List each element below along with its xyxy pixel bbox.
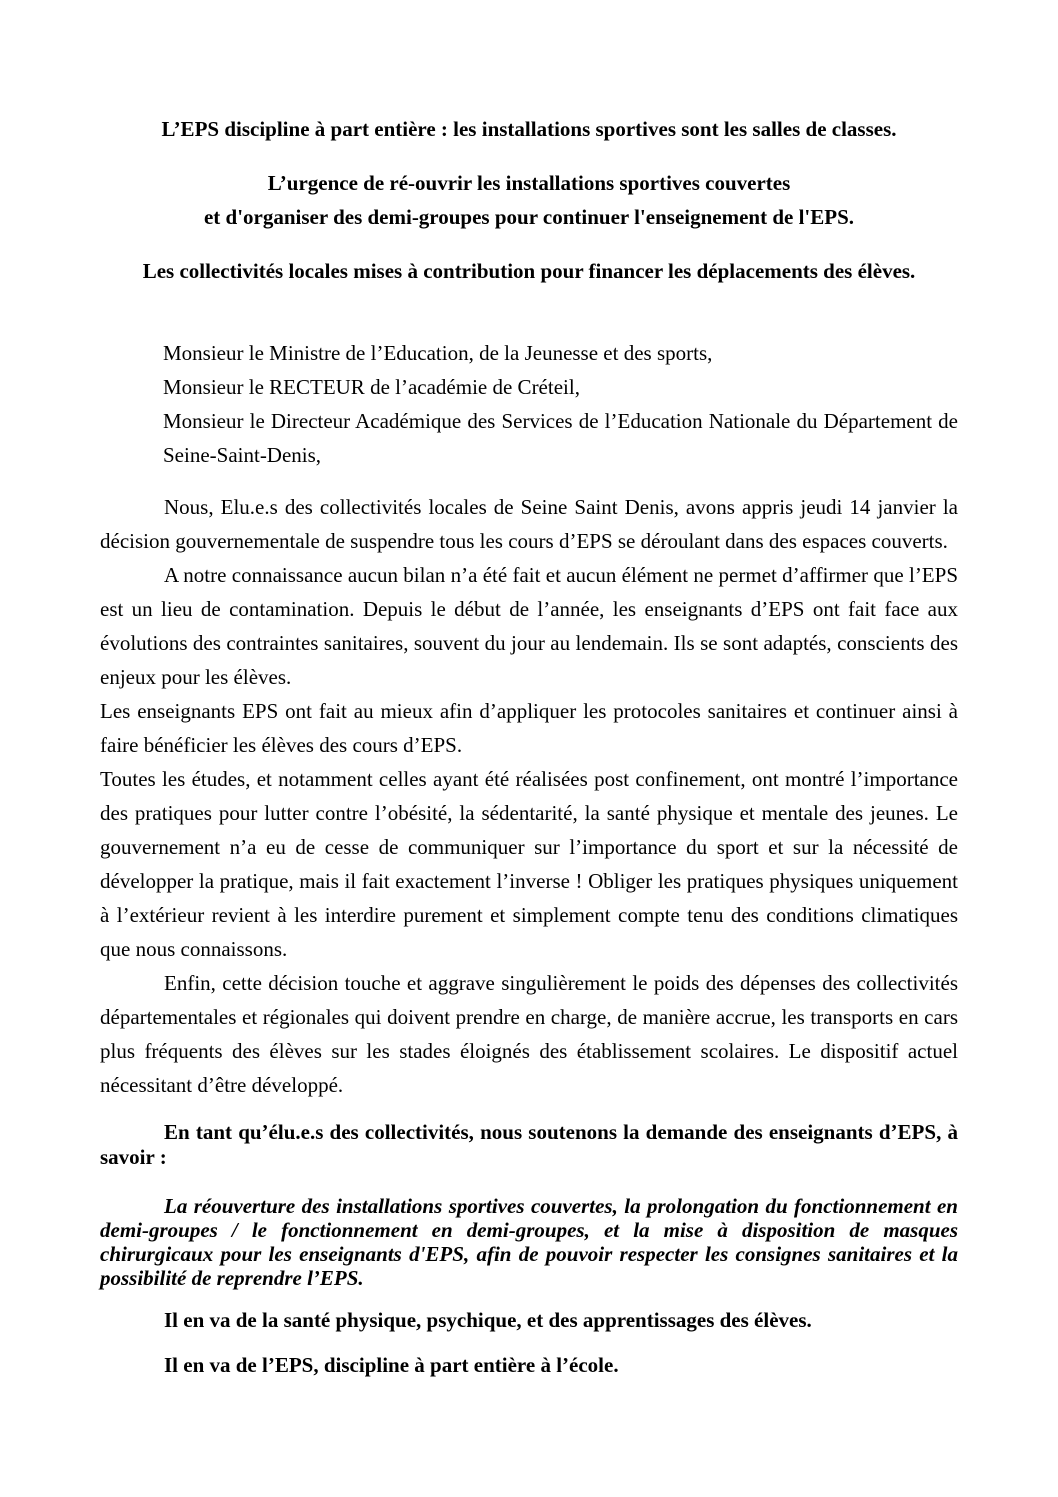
body-paragraph-bilan: A notre connaissance aucun bilan n’a été fait et aucun élément ne permet d’affirmer que l’EPS est un lieu de contamination. Depuis le début de l’année, les enseignants d’EPS ont fait face aux évolutions des contraintes sanitaires, souvent du jour au lendemain. Ils se sont adaptés, conscients des enjeux pour les élèves.	[100, 563, 958, 689]
recipient-line-rector: Monsieur le RECTEUR de l’académie de Créteil,	[163, 375, 580, 399]
body-paragraph-etudes: Toutes les études, et notamment celles ayant été réalisées post confinement, ont montré l’importance des pratiques pour lutter contre l’obésité, la sédentarité, la santé physique et mentale des jeunes. Le gouvernement n’a eu de cesse de communiquer sur l’importance du sport et sur la nécessité de développer la pratique, mais il fait exactement l’inverse ! Obliger les pratiques physiques uniquement à l’extérieur revient à les interdire purement et simplement compte tenu des conditions climatiques que nous connaissons.	[100, 767, 958, 961]
title-line-3: et d'organiser des demi-groupes pour continuer l'enseignement de l'EPS.	[203, 205, 855, 229]
title-line-4: Les collectivités locales mises à contribution pour financer les déplacements des élèves.	[142, 259, 916, 283]
demand-detail: La réouverture des installations sportives couvertes, la prolongation du fonctionnement en demi-groupes / le fonctionnement en demi-groupes, et la mise à disposition de masques chirurgicaux pour les enseignants d'EPS, afin de pouvoir respecter les consignes sanitaires et la possibilité de reprendre l’EPS.	[100, 1194, 958, 1290]
letter-body	[100, 490, 958, 1102]
body-paragraph-depenses: Enfin, cette décision touche et aggrave singulièrement le poids des dépenses des collectivités départementales et régionales qui doivent prendre en charge, de manière accrue, les transports en cars plus fréquents des élèves sur les stades éloignés des établissement scolaires. Le dispositif actuel nécessitant d’être développé.	[100, 971, 958, 1097]
title-line-1: L’EPS discipline à part entière : les installations sportives sont les salles de classes.	[161, 117, 897, 141]
recipients-block	[163, 336, 958, 472]
body-paragraph-decision: Nous, Elu.e.s des collectivités locales de Seine Saint Denis, avons appris jeudi 14 janvier la décision gouvernementale de suspendre tous les cours d’EPS se déroulant dans des espaces couverts.	[100, 495, 958, 553]
body-paragraph-protocoles: Les enseignants EPS ont fait au mieux afin d’appliquer les protocoles sanitaires et continuer ainsi à faire bénéficier les élèves des cours d’EPS.	[100, 699, 958, 757]
closing-line-1: Il en va de la santé physique, psychique, et des apprentissages des élèves.	[164, 1308, 812, 1332]
demand-intro: En tant qu’élu.e.s des collectivités, nous soutenons la demande des enseignants d’EPS, à savoir :	[100, 1120, 958, 1169]
recipient-line-minister: Monsieur le Ministre de l’Education, de la Jeunesse et des sports,	[163, 341, 713, 365]
recipient-line-director: Monsieur le Directeur Académique des Services de l’Education Nationale du Département de Seine-Saint-Denis,	[163, 409, 958, 467]
title-line-2: L’urgence de ré-ouvrir les installations sportives couvertes	[267, 171, 791, 195]
closing-line-2: Il en va de l’EPS, discipline à part entière à l’école.	[164, 1353, 619, 1377]
